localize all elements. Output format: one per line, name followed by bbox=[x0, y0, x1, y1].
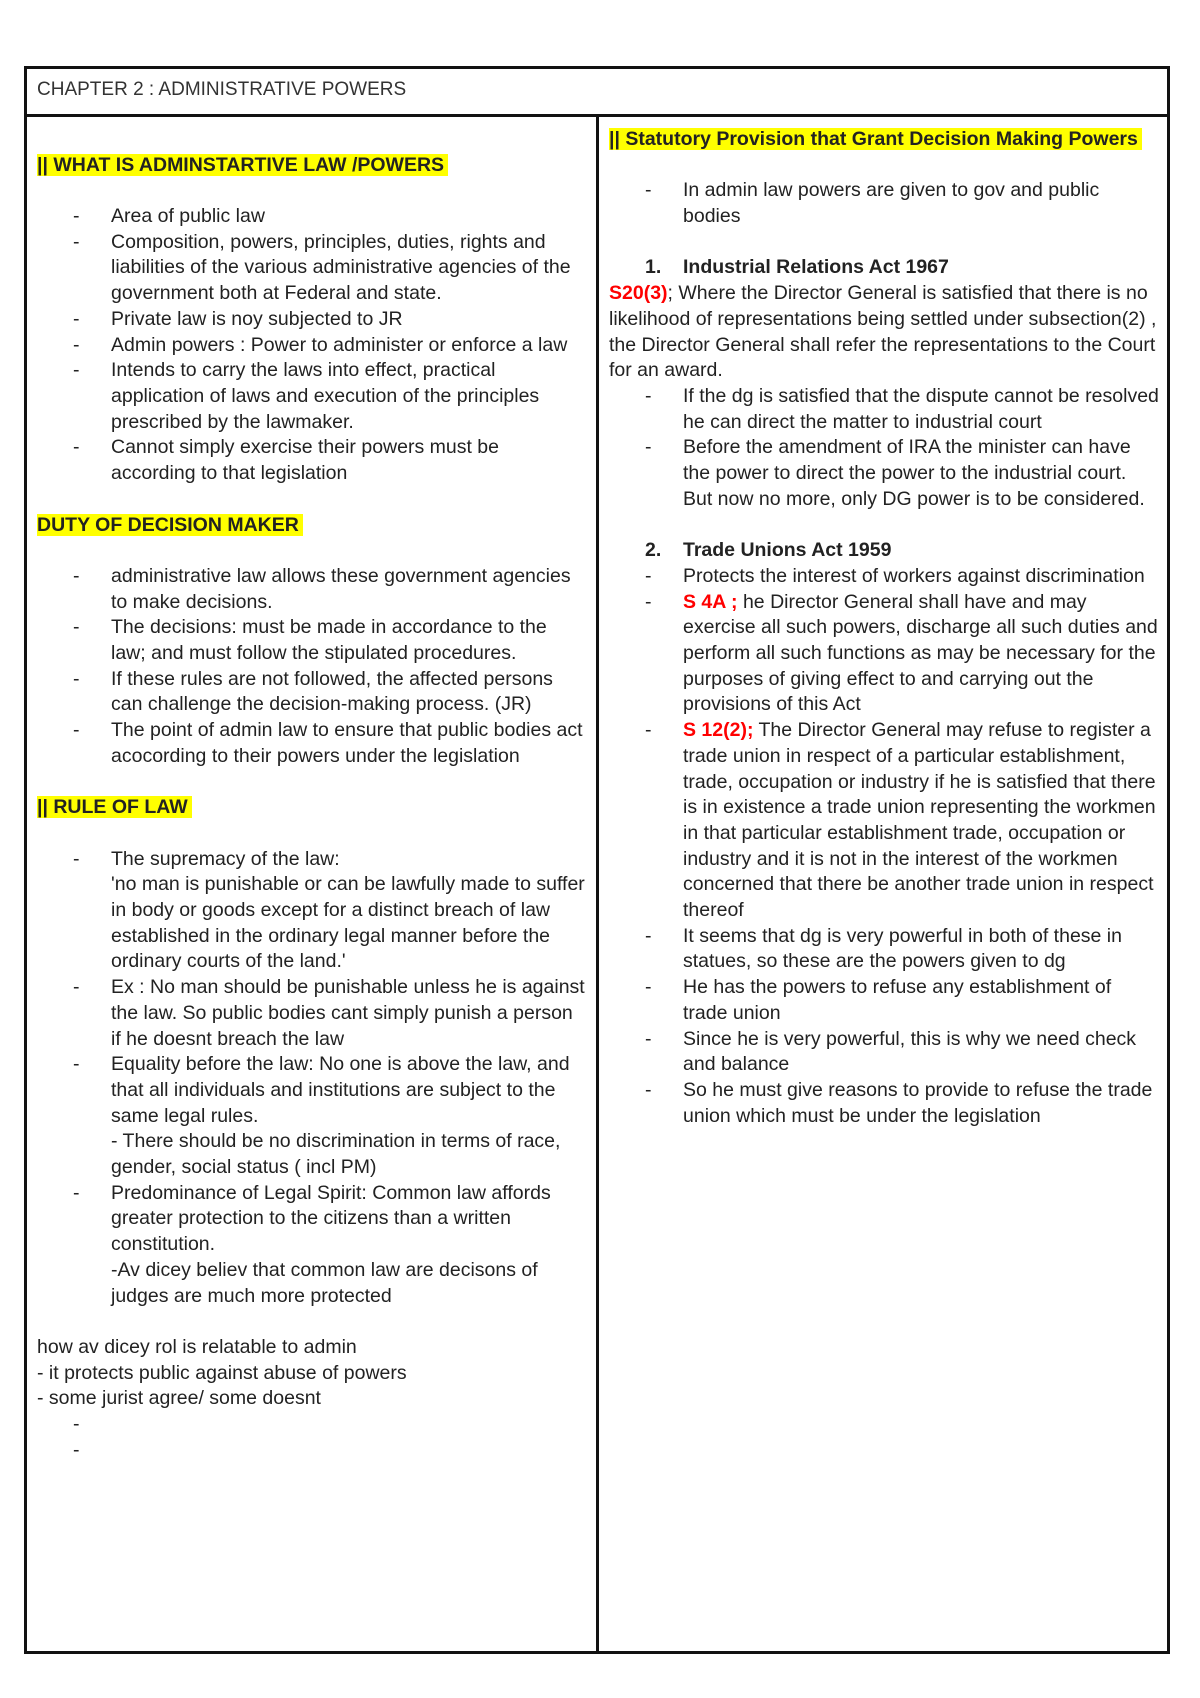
list-item: - administrative law allows these government agencies to make decisions. bbox=[37, 564, 586, 615]
left-column bbox=[27, 117, 599, 1651]
section-text: he Director General shall have and may exercise all such powers, discharge all such duties and perform all such functions as may be necessary for the purposes of giving effect to and carrying out the provisions of this Act bbox=[683, 590, 1158, 716]
list-item bbox=[37, 847, 586, 976]
list-item: - Since he is very powerful, this is why we need check and balance bbox=[609, 1027, 1159, 1078]
list-item: - Private law is noy subjected to JR bbox=[37, 307, 586, 333]
note-line: how av dicey rol is relatable to admin bbox=[37, 1335, 357, 1358]
act-heading-ira bbox=[609, 255, 1159, 281]
list-item: - The point of admin law to ensure that public bodies act acocording to their powers under the legislation bbox=[37, 718, 586, 769]
rule-subnote: - There should be no discrimination in terms of race, gender, social status ( incl PM) bbox=[111, 1130, 561, 1179]
section-ref: S 12(2); bbox=[683, 719, 754, 742]
rule-text: - Equality before the law: No one is above the law, and that all individuals and institutions are subject to the same legal rules. bbox=[111, 1053, 570, 1127]
list-item bbox=[37, 1052, 586, 1181]
admin-law-list bbox=[37, 204, 586, 487]
heading-rule-of-law: || RULE OF LAW bbox=[37, 796, 192, 818]
list-item: - If these rules are not followed, the affected persons can challenge the decision-making process. (JR) bbox=[37, 667, 586, 718]
heading-admin-law: || WHAT IS ADMINSTARTIVE LAW /POWERS bbox=[37, 154, 448, 176]
section-ref: S 4A ; bbox=[683, 590, 738, 613]
notes-table bbox=[24, 66, 1170, 1654]
empty-list-item bbox=[37, 1438, 586, 1464]
note-line: - it protects public against abuse of powers bbox=[37, 1361, 407, 1384]
list-item bbox=[609, 718, 1159, 924]
list-item bbox=[609, 590, 1159, 719]
act-number: 1. bbox=[645, 256, 662, 279]
act-heading-tua bbox=[609, 538, 1159, 564]
list-item: - In admin law powers are given to gov and public bodies bbox=[609, 178, 1159, 229]
chapter-title: CHAPTER 2 : ADMINISTRATIVE POWERS bbox=[27, 69, 1167, 117]
rule-subnote: -Av dicey believ that common law are decisons of judges are much more protected bbox=[111, 1258, 538, 1307]
section-text: The Director General may refuse to register a trade union in respect of a particular establishment, trade, occupation or industry if he is satisfied that there is in existence a trade union representing the workmen in that particular establishment trade, occupation or industry and it is not in the interest of the workmen concerned that there be another trade union in respect thereof bbox=[683, 719, 1156, 922]
list-item: - Ex : No man should be punishable unless he is against the law. So public bodies cant simply punish a person if he doesnt breach the law bbox=[37, 975, 586, 1052]
heading-duty: DUTY OF DECISION MAKER bbox=[37, 514, 303, 536]
intro-list bbox=[609, 178, 1159, 229]
empty-list-item bbox=[37, 1412, 586, 1438]
ira-list bbox=[609, 384, 1159, 513]
list-item: - Cannot simply exercise their powers must be according to that legislation bbox=[37, 435, 586, 486]
tua-list bbox=[609, 564, 1159, 1129]
act-number: 2. bbox=[645, 539, 662, 562]
list-item: - It seems that dg is very powerful in both of these in statues, so these are the powers given to dg bbox=[609, 924, 1159, 975]
section-paragraph bbox=[609, 281, 1159, 384]
list-item bbox=[37, 1181, 586, 1310]
act-title: Industrial Relations Act 1967 bbox=[683, 256, 949, 279]
rule-text: - The supremacy of the law: bbox=[111, 847, 340, 870]
heading-statutory: || Statutory Provision that Grant Decision Making Powers bbox=[609, 128, 1142, 150]
list-item: - He has the powers to refuse any establishment of trade union bbox=[609, 975, 1159, 1026]
list-item: - Protects the interest of workers against discrimination bbox=[609, 564, 1159, 590]
list-item: - If the dg is satisfied that the dispute cannot be resolved he can direct the matter to industrial court bbox=[609, 384, 1159, 435]
section-ref: S20(3) bbox=[609, 282, 668, 305]
note-line: - some jurist agree/ some doesnt bbox=[37, 1387, 321, 1410]
list-item: - The decisions: must be made in accordance to the law; and must follow the stipulated procedures. bbox=[37, 615, 586, 666]
list-item: - Composition, powers, principles, duties, rights and liabilities of the various administrative agencies of the government both at Federal and state. bbox=[37, 230, 586, 307]
act-title: Trade Unions Act 1959 bbox=[683, 539, 892, 562]
empty-list bbox=[37, 1412, 586, 1463]
duty-list bbox=[37, 564, 586, 770]
list-item: - So he must give reasons to provide to refuse the trade union which must be under the legislation bbox=[609, 1078, 1159, 1129]
rule-of-law-list bbox=[37, 847, 586, 1310]
section-text: ; Where the Director General is satisfied that there is no likelihood of representations being settled under subsection(2) , the Director General shall refer the representations to the Court for an award. bbox=[609, 282, 1157, 382]
list-item: - Admin powers : Power to administer or enforce a law bbox=[37, 333, 586, 359]
rule-text: - Predominance of Legal Spirit: Common law affords greater protection to the citizens than a written constitution. bbox=[111, 1181, 551, 1256]
rule-quote: 'no man is punishable or can be lawfully made to suffer in body or goods except for a distinct breach of law established in the ordinary legal manner before the ordinary courts of the land.' bbox=[111, 873, 585, 973]
list-item: - Intends to carry the laws into effect, practical application of laws and execution of the principles prescribed by the lawmaker. bbox=[37, 358, 586, 435]
list-item: - Before the amendment of IRA the minister can have the power to direct the power to the industrial court. But now no more, only DG power is to be considered. bbox=[609, 435, 1159, 512]
right-column bbox=[599, 117, 1167, 1651]
list-item: - Area of public law bbox=[37, 204, 586, 230]
